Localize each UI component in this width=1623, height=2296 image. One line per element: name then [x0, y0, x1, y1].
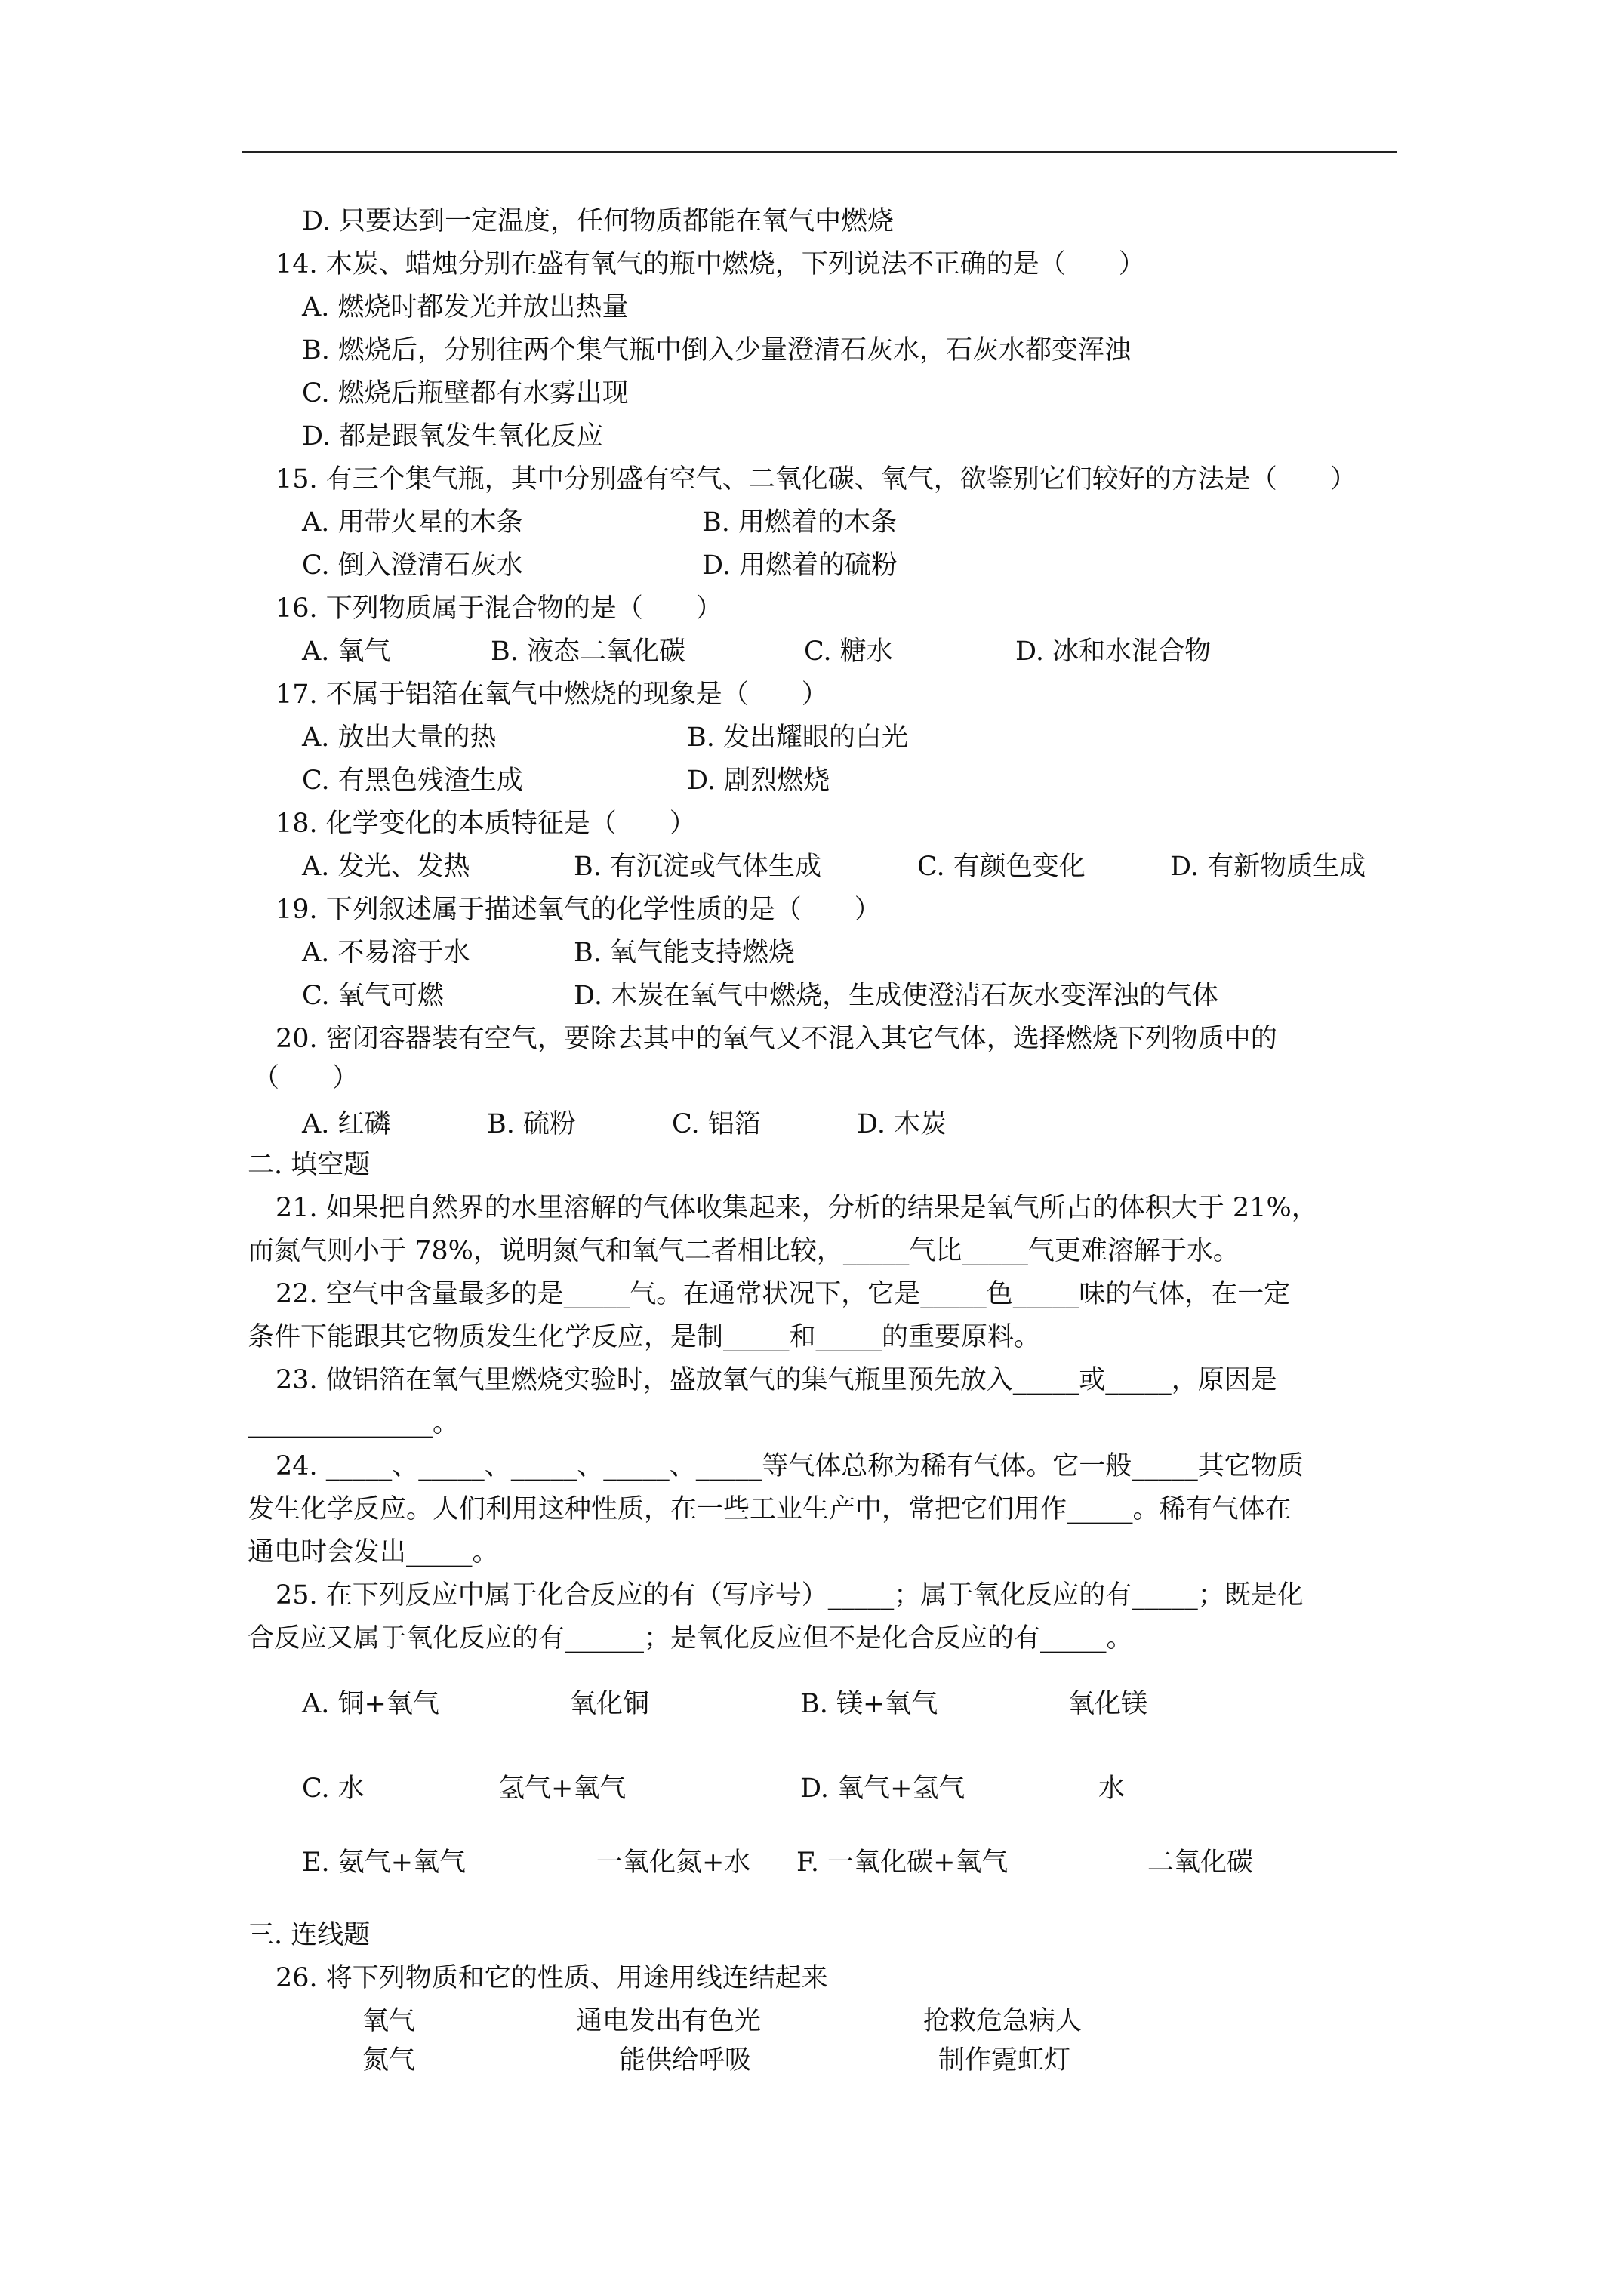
q25-reaction-c-reactants: C. 水 [302, 1774, 365, 1804]
q22-line1: 22. 空气中含量最多的是_____气。在通常状况下，它是_____色_____味的气体，在一定 [276, 1279, 1291, 1309]
q17-option-b: B. 发出耀眼的白光 [687, 723, 908, 753]
q16-stem: 16. 下列物质属于混合物的是（ ） [276, 593, 722, 624]
header-rule [242, 151, 1397, 153]
q15-option-b: B. 用燃着的木条 [702, 507, 897, 538]
q14-option-d: D. 都是跟氧发生氧化反应 [302, 421, 604, 451]
q17-option-c: C. 有黑色残渣生成 [302, 766, 523, 796]
q15-option-c: C. 倒入澄清石灰水 [302, 550, 523, 581]
q18-option-a: A. 发光、发热 [302, 852, 470, 882]
q20-option-b: B. 硫粉 [487, 1109, 576, 1139]
q25-reaction-c-product: 氢气+氧气 [498, 1774, 627, 1804]
q15-option-a: A. 用带火星的木条 [302, 507, 523, 538]
q19-option-d: D. 木炭在氧气中燃烧，生成使澄清石灰水变浑浊的气体 [574, 981, 1219, 1011]
q17-options-row1 [302, 720, 1359, 755]
q16-options [302, 634, 1359, 669]
q26-substance-2: 氮气 [362, 2045, 416, 2076]
q25-reactions-row1 [302, 1687, 1359, 1721]
q14-stem: 14. 木炭、蜡烛分别在盛有氧气的瓶中燃烧，下列说法不正确的是（ ） [276, 249, 1145, 279]
q15-option-d: D. 用燃着的硫粉 [702, 550, 898, 581]
q25-reaction-d-reactants: D. 氧气+氢气 [800, 1774, 965, 1804]
q25-reaction-e-reactants: E. 氨气+氧气 [302, 1848, 467, 1878]
q17-options-row2 [302, 763, 1359, 798]
q16-option-a: A. 氧气 [302, 636, 391, 667]
q16-option-c: C. 糖水 [804, 636, 893, 667]
q25-reactions-row2 [302, 1771, 1359, 1806]
q19-option-c: C. 氧气可燃 [302, 981, 444, 1011]
q25-reaction-b-product: 氧化镁 [1068, 1689, 1148, 1719]
q14-option-a: A. 燃烧时都发光并放出热量 [302, 292, 629, 322]
q20-stem: 20. 密闭容器装有空气，要除去其中的氧气又不混入其它气体，选择燃烧下列物质中的 [276, 1024, 1277, 1054]
q19-options-row1 [302, 935, 1359, 970]
q17-stem: 17. 不属于铝箔在氧气中燃烧的现象是（ ） [276, 680, 828, 710]
q25-reaction-e-product: 一氧化氮+水 [596, 1848, 751, 1878]
q25-reaction-a-product: 氧化铜 [570, 1689, 650, 1719]
q20-options [302, 1107, 1359, 1142]
q23-line1: 23. 做铝箔在氧气里燃烧实验时，盛放氧气的集气瓶里预先放入_____或_____，原因是 [276, 1365, 1277, 1395]
q15-options-row1 [302, 505, 1359, 540]
q25-reaction-f-product: 二氧化碳 [1147, 1848, 1254, 1878]
q26-stem: 26. 将下列物质和它的性质、用途用线连结起来 [276, 1963, 828, 1993]
q26-use-1: 抢救危急病人 [923, 2006, 1083, 2036]
q22-line2: 条件下能跟其它物质发生化学反应，是制_____和_____的重要原料。 [248, 1322, 1041, 1352]
q21-line2: 而氮气则小于 78%，说明氮气和氧气二者相比较，_____气比_____气更难溶解于水。 [248, 1236, 1240, 1266]
q20-stem-cont: （ ） [253, 1063, 359, 1093]
q26-row1 [362, 2004, 1344, 2039]
q19-option-a: A. 不易溶于水 [302, 938, 470, 968]
q25-reactions-row3 [302, 1845, 1359, 1880]
q23-line2: ______________。 [248, 1408, 460, 1438]
q21-line1: 21. 如果把自然界的水里溶解的气体收集起来，分析的结果是氧气所占的体积大于 21%， [276, 1193, 1318, 1223]
q25-line2: 合反应又属于氧化反应的有______；是氧化反应但不是化合反应的有_____。 [248, 1623, 1133, 1653]
q26-property-1: 通电发出有色光 [576, 2006, 762, 2036]
q15-stem: 15. 有三个集气瓶，其中分别盛有空气、二氧化碳、氧气，欲鉴别它们较好的方法是（ ） [276, 464, 1357, 495]
q17-option-d: D. 剧烈燃烧 [687, 766, 830, 796]
section-3-title: 三. 连线题 [248, 1920, 371, 1950]
q26-row2 [362, 2043, 1344, 2078]
q18-option-d: D. 有新物质生成 [1170, 852, 1366, 882]
q20-option-a: A. 红磷 [302, 1109, 391, 1139]
q18-options [302, 849, 1397, 884]
q19-stem: 19. 下列叙述属于描述氧气的化学性质的是（ ） [276, 895, 881, 925]
q18-option-c: C. 有颜色变化 [917, 852, 1086, 882]
q24-line3: 通电时会发出_____。 [248, 1537, 499, 1567]
q18-option-b: B. 有沉淀或气体生成 [574, 852, 821, 882]
q25-line1: 25. 在下列反应中属于化合反应的有（写序号）_____；属于氧化反应的有_____；既是化 [276, 1580, 1304, 1610]
q26-use-2: 制作霓虹灯 [938, 2045, 1071, 2076]
q19-option-b: B. 氧气能支持燃烧 [574, 938, 795, 968]
q25-reaction-f-reactants: F. 一氧化碳+氧气 [796, 1848, 1009, 1878]
q24-line2: 发生化学反应。人们利用这种性质，在一些工业生产中，常把它们用作_____。稀有气体在 [248, 1494, 1292, 1524]
q25-reaction-b-reactants: B. 镁+氧气 [800, 1689, 938, 1719]
q24-line1: 24. _____、_____、_____、_____、_____等气体总称为稀有气体。它一般_____其它物质 [276, 1451, 1304, 1481]
q20-option-d: D. 木炭 [857, 1109, 947, 1139]
q14-option-c: C. 燃烧后瓶壁都有水雾出现 [302, 378, 629, 408]
section-2-title: 二. 填空题 [248, 1150, 371, 1180]
q25-reaction-a-reactants: A. 铜+氧气 [302, 1689, 439, 1719]
q13-option-d: D. 只要达到一定温度，任何物质都能在氧气中燃烧 [302, 206, 895, 236]
q14-option-b: B. 燃烧后，分别往两个集气瓶中倒入少量澄清石灰水，石灰水都变浑浊 [302, 335, 1131, 365]
q25-reaction-d-product: 水 [1098, 1774, 1126, 1804]
q20-option-c: C. 铝箔 [672, 1109, 761, 1139]
q26-substance-1: 氧气 [362, 2006, 416, 2036]
q16-option-d: D. 冰和水混合物 [1015, 636, 1212, 667]
q18-stem: 18. 化学变化的本质特征是（ ） [276, 809, 696, 839]
q26-property-2: 能供给呼吸 [619, 2045, 752, 2076]
q19-options-row2 [302, 978, 1359, 1013]
q15-options-row2 [302, 548, 1359, 583]
q17-option-a: A. 放出大量的热 [302, 723, 497, 753]
q16-option-b: B. 液态二氧化碳 [491, 636, 685, 667]
